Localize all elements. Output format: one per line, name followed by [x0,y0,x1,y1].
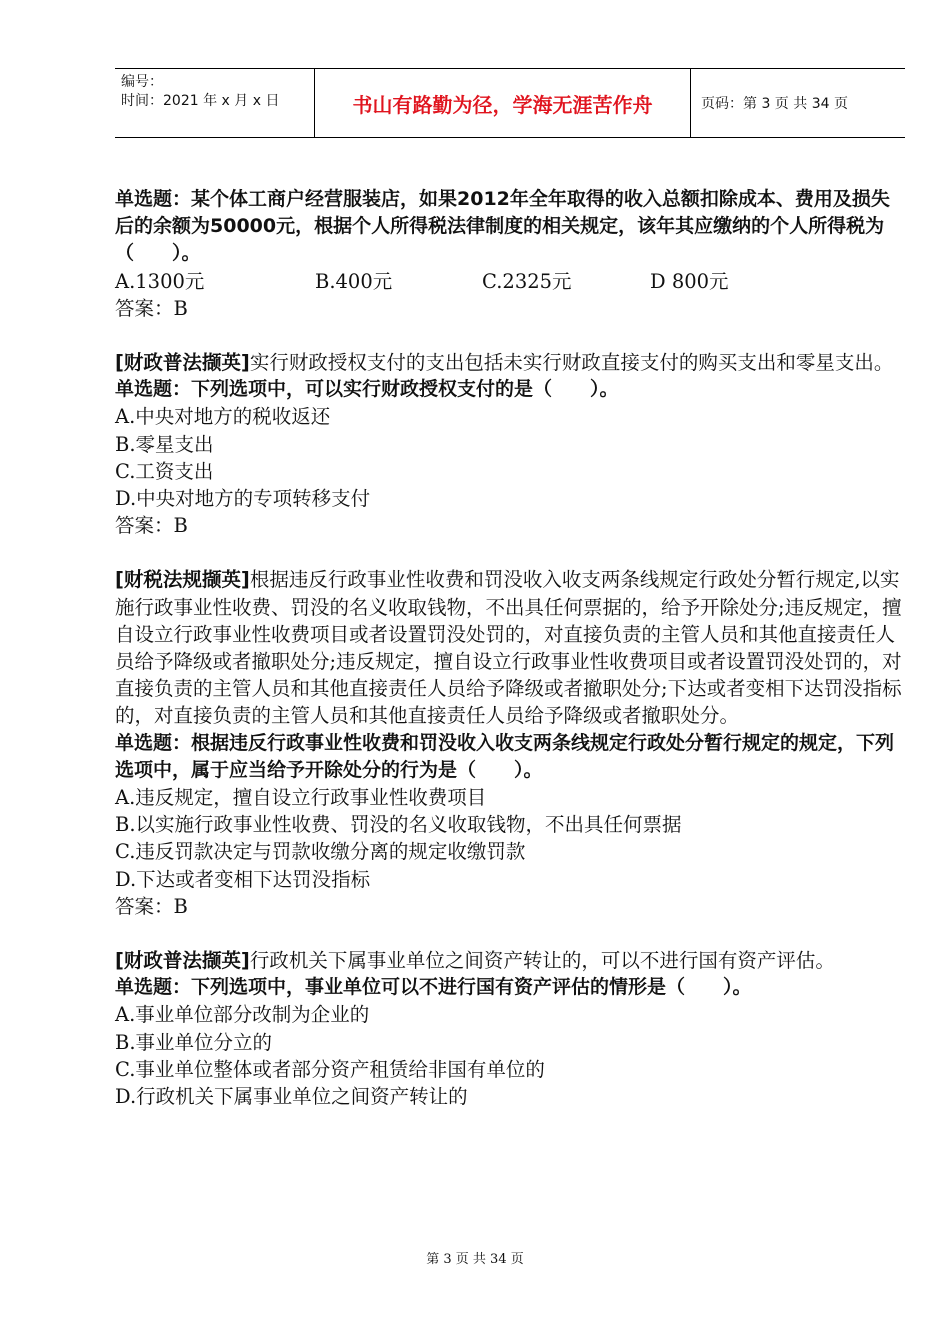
time-label: 时间：2021 年 x 月 x 日 [121,93,280,109]
question-3: 单选题：根据违反行政事业性收费和罚没收入收支两条线规定行政处分暂行规定的规定，下列选项中，属于应当给予开除处分的行为是（ ）。 [115,731,895,781]
option-a: A.1300元 [115,269,205,293]
option-c: C.事业单位整体或者部分资产租赁给非国有单位的 [115,1057,545,1081]
answer-1: 答案：B [115,296,188,320]
option-d: D.下达或者变相下达罚没指标 [115,867,371,891]
option-b: B.事业单位分立的 [115,1030,273,1054]
note-4 [115,947,907,974]
question-1: 单选题：某个体工商户经营服装店，如果2012年全年取得的收入总额扣除成本、费用及损失后的余额为50000元，根据个人所得税法律制度的相关规定，该年其应缴纳的个人所得税为（ ）。 [115,188,890,265]
question-1-options [115,268,907,295]
note-text: 实行财政授权支付的支出包括未实行财政直接支付的购买支出和零星支出。 [249,351,894,375]
note-tag: [财政普法撷英] [115,351,250,375]
option-a: A.事业单位部分改制为企业的 [115,1003,370,1027]
option-a: A.中央对地方的税收返还 [115,405,331,429]
header-motto: 书山有路勤为径，学海无涯苦作舟 [315,69,691,137]
note-text: 根据违反行政事业性收费和罚没收入收支两条线规定行政处分暂行规定,以实施行政事业性收费、罚没的名义收取钱物，不出具任何票据的，给予开除处分;违反规定，擅自设立行政事业性收费项目或者设置罚没处罚的，对直接负责的主管人员和其他直接责任人员给予降级或者撤职处分;违反规定，擅自设立行政事业性收费项目或者设置罚没处罚的，对直接负责的主管人员和其他直接责任人员给予降级或者撤职处分;下达或者变相下达罚没指标的，对直接负责的主管人员和其他直接责任人员给予降级或者撤职处分。 [115,568,902,728]
question-2: 单选题：下列选项中，可以实行财政授权支付的是（ ）。 [115,378,619,401]
option-d: D.中央对地方的专项转移支付 [115,487,371,511]
number-label: 编号： [121,74,163,90]
document-body [115,186,907,1110]
note-3 [115,566,907,729]
note-2 [115,349,907,376]
header-meta [115,69,315,137]
option-c: C.违反罚款决定与罚款收缴分离的规定收缴罚款 [115,840,526,864]
option-b: B.以实施行政事业性收费、罚没的名义收取钱物，不出具任何票据 [115,813,682,837]
option-d: D 800元 [650,269,729,293]
option-a: A.违反规定，擅自设立行政事业性收费项目 [115,786,487,810]
option-b: B.400元 [315,269,393,293]
question-4: 单选题：下列选项中，事业单位可以不进行国有资产评估的情形是（ ）。 [115,976,752,999]
note-text: 行政机关下属事业单位之间资产转让的，可以不进行国有资产评估。 [249,949,835,973]
page-footer: 第 3 页 共 34 页 [426,1252,524,1267]
note-tag: [财税法规撷英] [115,568,250,592]
page-header [115,68,905,138]
option-c: C.工资支出 [115,459,214,483]
answer-3: 答案：B [115,894,188,918]
option-c: C.2325元 [482,269,572,293]
answer-2: 答案：B [115,514,188,538]
option-b: B.零星支出 [115,432,214,456]
option-d: D.行政机关下属事业单位之间资产转让的 [115,1085,468,1109]
note-tag: [财政普法撷英] [115,949,250,973]
header-page-label: 页码：第 3 页 共 34 页 [701,96,848,112]
